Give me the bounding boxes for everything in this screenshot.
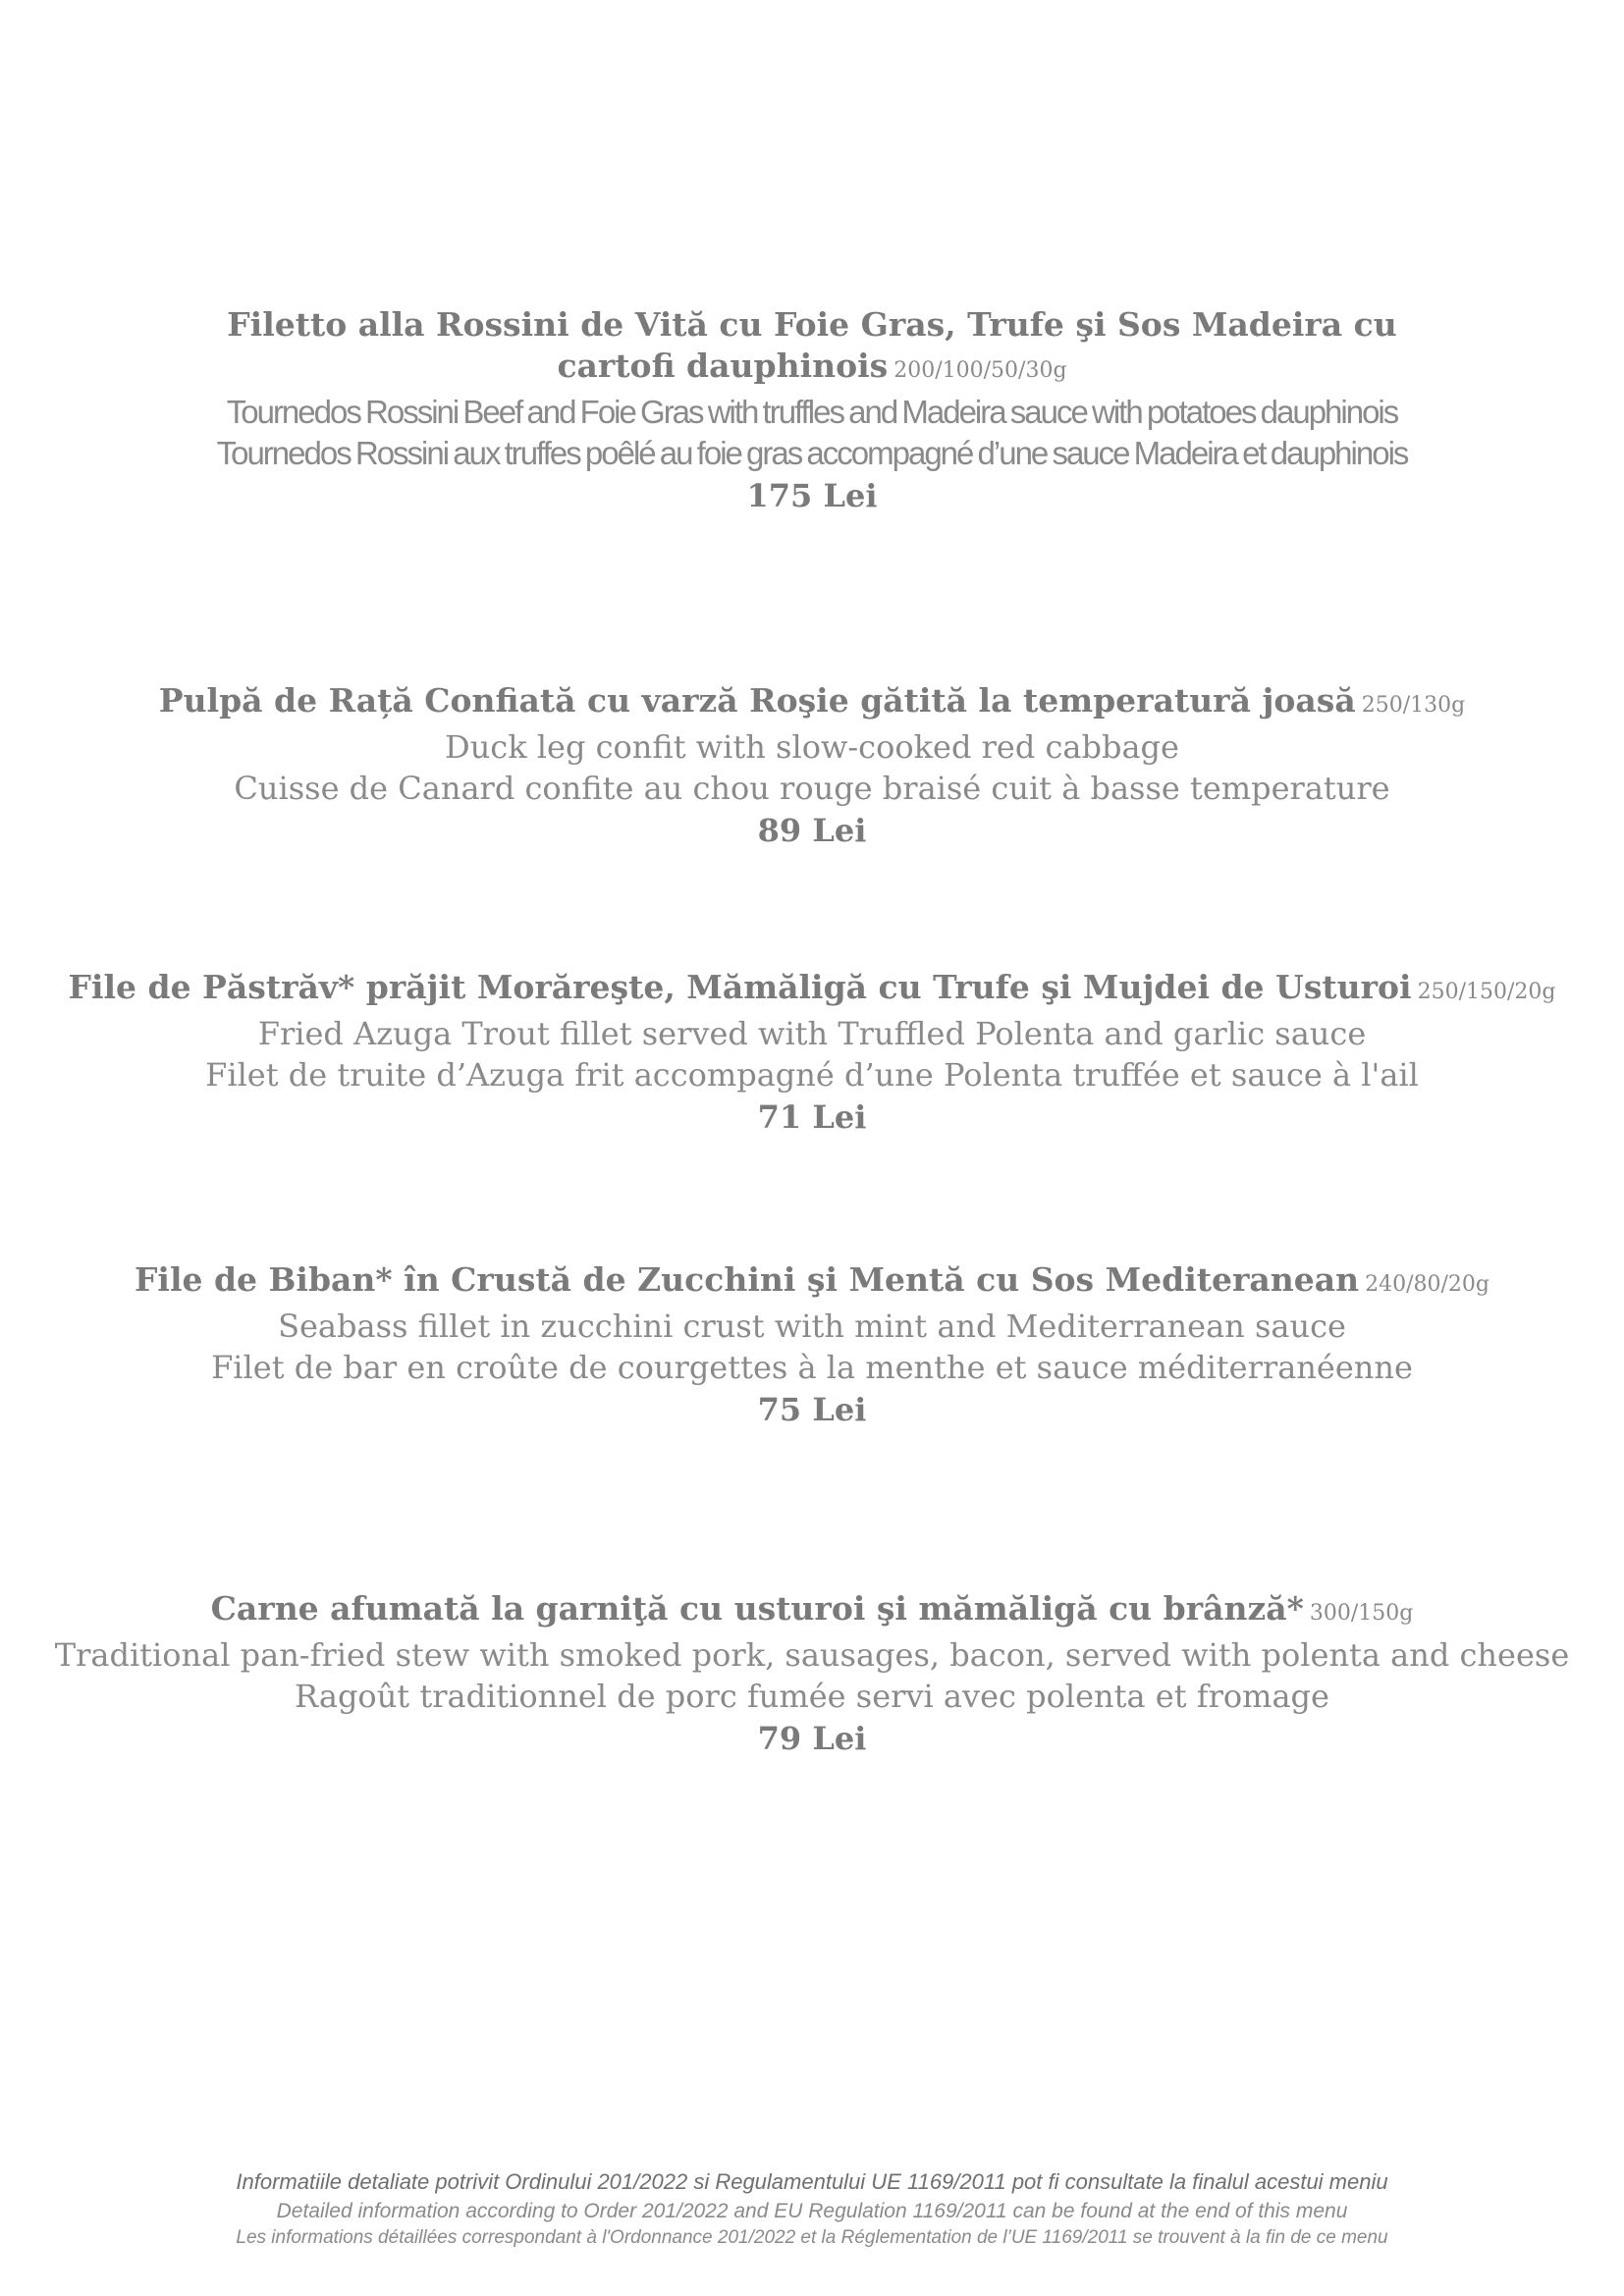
dish-price: 71 Lei	[757, 1098, 867, 1136]
dish-description-fr: Ragoût traditionnel de porc fumée servi avec polenta et fromage	[295, 1678, 1329, 1715]
dish-description-fr: Filet de bar en croûte de courgettes à la menthe et sauce méditerranéenne	[211, 1349, 1413, 1386]
dish-title	[0, 1588, 1624, 1634]
dish-description-en: Tournedos Rossini Beef and Foie Gras with truffles and Madeira sauce with potatoes dauphinois	[226, 394, 1398, 430]
dish-title	[0, 680, 1624, 726]
footer-note-ro: Informatiile detaliate potrivit Ordinului 201/2022 si Regulamentului UE 1169/2011 pot fi consultate la finalul acestui meniu	[236, 2169, 1388, 2194]
dish-name: Carne afumată la garniţă cu usturoi şi mămăligă cu brânză*	[210, 1589, 1304, 1628]
dish-weight: 200/100/50/30g	[893, 358, 1067, 383]
menu-item	[0, 680, 1624, 852]
dish-description-en: Traditional pan-fried stew with smoked pork, sausages, bacon, served with polenta and cheese	[54, 1636, 1570, 1674]
regulatory-footer	[0, 2167, 1624, 2251]
dish-description-fr: Tournedos Rossini aux truffes poêlé au foie gras accompagné d’une sauce Madeira et dauphinois	[216, 435, 1408, 471]
dish-description-en: Fried Azuga Trout fillet served with Truffled Polenta and garlic sauce	[257, 1015, 1367, 1052]
dish-price: 75 Lei	[757, 1391, 867, 1428]
dish-weight: 300/150g	[1309, 1601, 1414, 1626]
menu-item	[0, 967, 1624, 1139]
dish-weight: 240/80/20g	[1365, 1272, 1489, 1297]
dish-description-fr: Cuisse de Canard confite au chou rouge braisé cuit à basse temperature	[234, 770, 1390, 807]
dish-price: 175 Lei	[746, 477, 878, 514]
dish-name: Filetto alla Rossini de Vită cu Foie Gras, Trufe şi Sos Madeira cu cartofi dauphinois	[227, 305, 1397, 385]
footer-note-en: Detailed information according to Order 201/2022 and EU Regulation 1169/2011 can be found at the end of this menu	[276, 2200, 1348, 2222]
dish-price: 89 Lei	[757, 812, 867, 849]
dish-description-en: Duck leg confit with slow-cooked red cabbage	[445, 728, 1179, 766]
dish-name: File de Biban* în Crustă de Zucchini şi Mentă cu Sos Mediteranean	[134, 1260, 1360, 1299]
dish-price: 79 Lei	[757, 1720, 867, 1757]
dish-name: File de Păstrăv* prăjit Morăreşte, Mămăligă cu Trufe şi Mujdei de Usturoi	[68, 968, 1412, 1006]
menu-item	[0, 1588, 1624, 1760]
dish-title	[0, 967, 1624, 1013]
dish-title	[193, 304, 1431, 392]
dish-title	[0, 1259, 1624, 1306]
dish-description-en: Seabass fillet in zucchini crust with mint and Mediterranean sauce	[278, 1308, 1346, 1345]
menu-item	[0, 304, 1624, 517]
dish-name: Pulpă de Rață Confiată cu varză Roşie gătită la temperatură joasă	[158, 681, 1356, 720]
menu-item	[0, 1259, 1624, 1431]
footer-note-fr: Les informations détaillées correspondant à l'Ordonnance 201/2022 et la Réglementation de l’UE 1169/2011 se trouvent à la fin de ce menu	[236, 2227, 1388, 2248]
dish-weight: 250/130g	[1361, 693, 1466, 718]
dish-description-fr: Filet de truite d’Azuga frit accompagné d’une Polenta truffée et sauce à l'ail	[205, 1056, 1419, 1094]
dish-weight: 250/150/20g	[1417, 980, 1556, 1004]
